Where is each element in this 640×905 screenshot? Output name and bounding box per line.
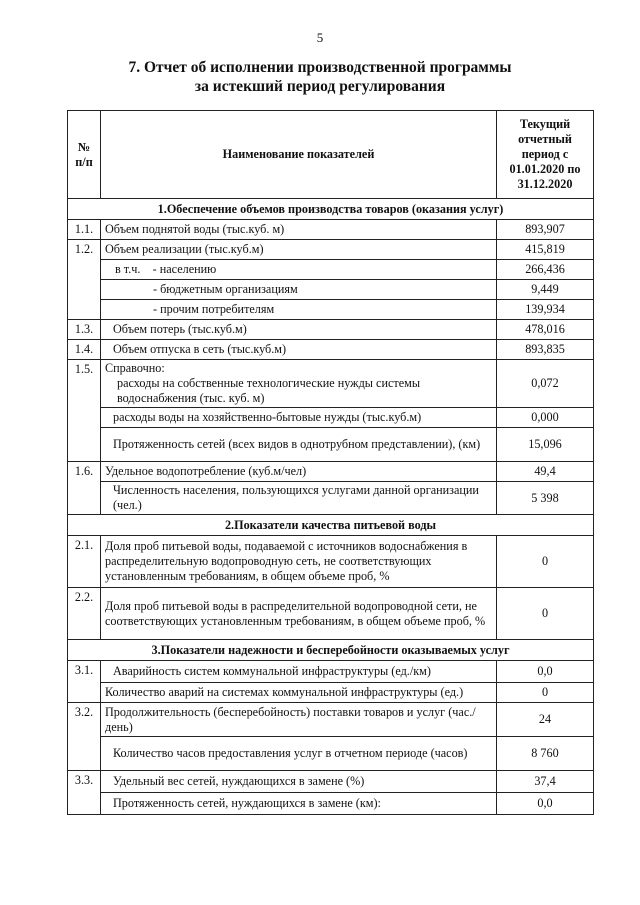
row-value: 37,4 [497,771,594,793]
row-subname: расходы на собственные технологические нужды системы водоснабжения (тыс. куб. м) [117,376,421,405]
table-row [68,793,594,815]
table-row [68,280,594,300]
table-row [68,482,594,515]
table-row [68,683,594,703]
row-value: 5 398 [497,482,594,515]
report-table [67,110,594,815]
row-name: Количество аварий на системах коммунальной инфраструктуры (ед.) [101,683,497,703]
table-row [68,661,594,683]
row-value: 0,072 [497,360,594,408]
table-row [68,340,594,360]
section-row [68,199,594,220]
row-name [101,260,497,280]
row-value: 0,000 [497,408,594,428]
row-value: 9,449 [497,280,594,300]
table-row [68,462,594,482]
row-name: Продолжительность (бесперебойность) поставки товаров и услуг (час./день) [101,703,497,737]
header-name: Наименование показателей [101,111,497,199]
row-value: 49,4 [497,462,594,482]
row-name: Объем поднятой воды (тыс.куб. м) [101,220,497,240]
section-1-title: 1.Обеспечение объемов производства товаров (оказания услуг) [68,199,594,220]
row-number: 3.3. [68,771,101,815]
table-row [68,240,594,260]
table-row [68,536,594,588]
table-row [68,220,594,240]
table-row [68,408,594,428]
row-number: 1.6. [68,462,101,515]
row-name: Объем отпуска в сеть (тыс.куб.м) [101,340,497,360]
row-name: Доля проб питьевой воды в распределительной водопроводной сети, не соответствующих установленным требованиям, в общем объеме проб, % [101,588,497,640]
title-line-1: 7. Отчет об исполнении производственной программы [128,59,512,76]
row-number: 1.1. [68,220,101,240]
section-3-title: 3.Показатели надежности и бесперебойности оказываемых услуг [68,640,594,661]
row-name: Аварийность систем коммунальной инфраструктуры (ед./км) [101,661,497,683]
row-value: 24 [497,703,594,737]
row-value: 266,436 [497,260,594,280]
table-row [68,428,594,462]
row-value: 415,819 [497,240,594,260]
row-name [101,360,497,408]
row-value: 0,0 [497,661,594,683]
header-num: № п/п [68,111,101,199]
row-name: Удельное водопотребление (куб.м/чел) [101,462,497,482]
row-number: 3.2. [68,703,101,771]
table-row [68,771,594,793]
row-number: 3.1. [68,661,101,703]
row-value: 8 760 [497,737,594,771]
row-value: 893,835 [497,340,594,360]
row-name: Доля проб питьевой воды, подаваемой с источников водоснабжения в распределительную водопроводную сеть, не соответствующих установленным требованиям, в общем объеме проб, % [101,536,497,588]
row-name: Объем реализации (тыс.куб.м) [101,240,497,260]
row-subname: - населению [152,262,217,276]
row-label: Справочно: [105,361,165,375]
row-prefix: в т.ч. [115,262,141,276]
row-name: - бюджетным организациям [101,280,497,300]
row-value: 893,907 [497,220,594,240]
section-2-title: 2.Показатели качества питьевой воды [68,515,594,536]
table-header-row [68,111,594,199]
table-row [68,300,594,320]
row-number: 2.1. [68,536,101,588]
row-name: Протяженность сетей (всех видов в однотрубном представлении), (км) [101,428,497,462]
row-number: 1.5. [68,360,101,462]
table-row [68,703,594,737]
row-name: расходы воды на хозяйственно-бытовые нужды (тыс.куб.м) [101,408,497,428]
row-name: - прочим потребителям [101,300,497,320]
row-name: Объем потерь (тыс.куб.м) [101,320,497,340]
row-number: 1.4. [68,340,101,360]
title-line-2: за истекший период регулирования [194,78,446,95]
row-number: 1.3. [68,320,101,340]
row-value: 0,0 [497,793,594,815]
row-value: 139,934 [497,300,594,320]
row-name: Протяженность сетей, нуждающихся в замене (км): [101,793,497,815]
row-value: 15,096 [497,428,594,462]
row-value: 0 [497,588,594,640]
row-number: 2.2. [68,588,101,640]
row-name: Удельный вес сетей, нуждающихся в замене (%) [101,771,497,793]
row-name: Численность населения, пользующихся услугами данной организации (чел.) [101,482,497,515]
row-value: 0 [497,683,594,703]
table-row [68,360,594,408]
section-row [68,515,594,536]
table-row [68,320,594,340]
table-row [68,737,594,771]
page-number: 5 [316,30,324,45]
table-row [68,260,594,280]
table-row [68,588,594,640]
row-number: 1.2. [68,240,101,320]
row-value: 0 [497,536,594,588]
page-title [0,58,640,96]
row-value: 478,016 [497,320,594,340]
row-name: Количество часов предоставления услуг в отчетном периоде (часов) [101,737,497,771]
header-period: Текущий отчетный период с 01.01.2020 по 31.12.2020 [497,111,594,199]
section-row [68,640,594,661]
